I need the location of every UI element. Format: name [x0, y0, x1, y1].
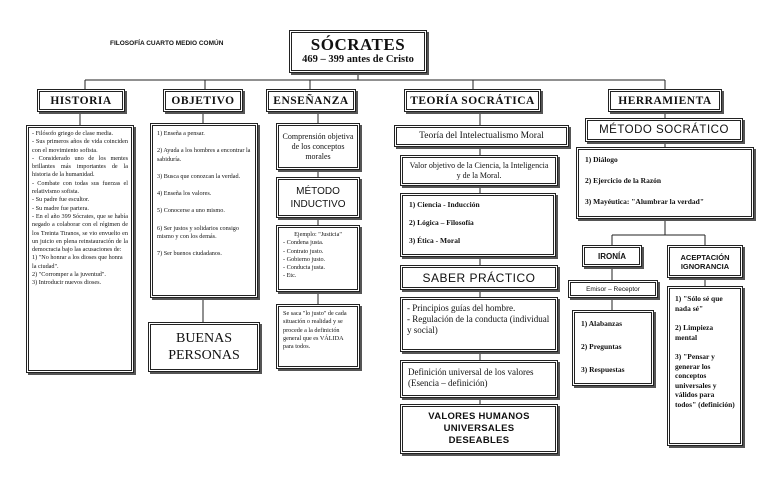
metodo-inductivo-text: MÉTODO INDUCTIVO: [290, 185, 346, 210]
historia-line: - Sus primeros años de vida coinciden con el movimiento sofista.: [32, 138, 128, 154]
herramienta-heading: [608, 89, 722, 112]
teoria-heading-text: TEORÍA SOCRÁTICA: [410, 94, 535, 107]
objetivo-heading-text: OBJETIVO: [171, 94, 235, 107]
historia-line: - Su padre fue escultor.: [32, 196, 90, 204]
valores-box: [400, 404, 558, 454]
ironia-box: [582, 245, 642, 267]
aceptacion-box: [667, 245, 743, 278]
ironia-text: IRONÍA: [598, 251, 626, 261]
course-label: FILOSOFÍA CUARTO MEDIO COMÚN: [110, 40, 224, 47]
conclusion-box: [276, 304, 360, 369]
intelectualismo-box: [394, 125, 569, 147]
emisor-receptor-text: Emisor – Receptor: [586, 285, 640, 293]
metodo-socratico-text: MÉTODO SOCRÁTICO: [599, 124, 729, 136]
aceptacion-item: 2) Limpieza mental: [675, 323, 714, 342]
aceptacion-items-box: [667, 286, 743, 446]
principios-box: [400, 297, 558, 352]
aceptacion-text: ACEPTACIÓN IGNORANCIA: [680, 252, 730, 271]
valores-text: VALORES HUMANOS UNIVERSALES DESEABLES: [428, 411, 530, 446]
paso-item: 3) Mayéutica: "Alumbrar la verdad": [585, 197, 705, 206]
objetivo-item: 5) Conocerse a uno mismo.: [157, 207, 225, 215]
title-subtitle: 469 – 399 antes de Cristo: [302, 54, 414, 65]
teoria-heading: [404, 89, 541, 112]
objetivo-item: 6) Ser justos y solidarios consigo mismo y con los demás.: [157, 224, 239, 241]
buenas-personas-box: [148, 322, 260, 372]
conclusion-text: Se saca "lo justo" de cada situación o realidad y se procede a la definición general que es VÁLIDA para todos.: [283, 310, 347, 351]
area-item: 3) Ética - Moral: [409, 236, 461, 245]
herramienta-heading-text: HERRAMIENTA: [618, 94, 712, 107]
saber-practico-box: [400, 265, 558, 290]
objetivo-box: [150, 123, 258, 298]
paso-item: 2) Ejercicio de la Razón: [585, 176, 662, 185]
saber-practico-text: SABER PRÁCTICO: [422, 270, 536, 285]
objetivo-item: 1) Enseña a pensar.: [157, 130, 205, 137]
pasos-box: [576, 147, 754, 219]
emisor-receptor-box: [568, 280, 658, 298]
aceptacion-item: 3) "Pensar y generar los conceptos universales y válidos para todos" (definición): [675, 352, 735, 409]
comprension-text: Comprensión objetiva de los conceptos morales: [282, 131, 354, 161]
comprension-box: [276, 123, 360, 170]
intelectualismo-text: Teoría del Intelectualismo Moral: [419, 131, 544, 141]
area-item: 1) Ciencia - Inducción: [409, 200, 480, 209]
principio-item: - Principios guías del hombre.: [407, 303, 516, 313]
definicion-text: Definición universal de los valores (Esencia – definición): [408, 367, 534, 388]
ejemplo-title: Ejemplo: "Justicia": [294, 231, 342, 238]
paso-item: 1) Diálogo: [585, 155, 618, 164]
buenas-personas-text: BUENAS PERSONAS: [168, 331, 240, 363]
area-item: 2) Lógica – Filosofía: [409, 218, 474, 227]
areas-box: [400, 193, 556, 257]
historia-line: - Filósofo griego de clase media.: [32, 130, 114, 137]
valor-objetivo-text: Valor objetivo de la Ciencia, la Inteligencia y de la Moral.: [409, 160, 549, 180]
ejemplo-item: - Condena justa.: [283, 239, 324, 247]
ejemplo-item: - Gobierno justo.: [283, 255, 326, 263]
historia-line: 1) "No honrar a los dioses que honra la ciudad".: [32, 254, 123, 270]
objetivo-item: 7) Ser buenos ciudadanos.: [157, 250, 222, 258]
ejemplo-item: - Contrato justo.: [283, 247, 324, 255]
ironia-items-box: [572, 310, 654, 386]
definicion-box: [400, 360, 558, 398]
ironia-item: 3) Respuestas: [581, 365, 625, 374]
historia-line: - Considerado uno de los mentes brillantes más importantes de la historia de la humanidad.: [32, 154, 128, 179]
principio-item: - Regulación de la conducta (individual y social): [407, 314, 550, 335]
ensenanza-heading: [266, 89, 356, 112]
objetivo-item: 4) Enseña los valores.: [157, 190, 212, 198]
historia-line: - En el año 399 Sócrates, que se había negado a colaborar con el régimen de los Treinta Tiranos, se vio envuelto en un juicio en plena reinstauración de la democracia bajo las acusaciones de:: [32, 212, 128, 254]
ejemplo-item: - Conducta justa.: [283, 264, 326, 272]
title-box: [289, 30, 427, 73]
aceptacion-item: 1) "Sólo sé que nada sé": [675, 294, 723, 313]
ejemplo-box: [276, 225, 360, 292]
metodo-socratico-box: [585, 118, 743, 142]
metodo-inductivo-box: [276, 177, 360, 218]
objetivo-item: 3) Busca que conozcan la verdad.: [157, 172, 241, 180]
objetivo-item: 2) Ayuda a los hombres a encontrar la sabiduría.: [157, 147, 251, 163]
historia-line: 2) "Corromper a la juventud".: [32, 271, 106, 279]
historia-box: [26, 125, 134, 373]
objetivo-heading: [163, 89, 243, 112]
historia-heading-text: HISTORIA: [50, 94, 112, 107]
historia-line: - Su madre fue partera.: [32, 204, 89, 212]
ironia-item: 1) Alabanzas: [581, 319, 623, 328]
ejemplo-item: - Etc.: [283, 272, 297, 280]
valor-objetivo-box: [400, 155, 558, 186]
title-main: SÓCRATES: [310, 35, 406, 54]
historia-line: 3) Introducir nuevos dioses.: [32, 279, 102, 287]
ironia-item: 2) Preguntas: [581, 342, 622, 351]
historia-line: - Combate con todas sus fuerzas el relativismo sofista.: [32, 179, 128, 196]
historia-heading: [37, 89, 125, 112]
ensenanza-heading-text: ENSEÑANZA: [273, 94, 349, 107]
